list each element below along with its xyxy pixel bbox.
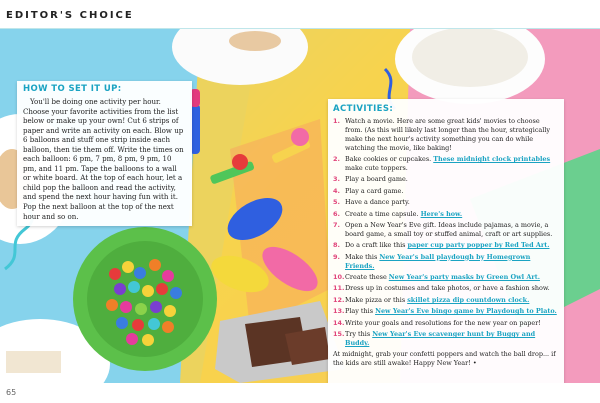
how-to-panel — [17, 81, 192, 226]
page-footer — [0, 383, 600, 403]
activities-list — [333, 117, 559, 348]
activity-number: 13. — [333, 307, 345, 316]
activity-text: Dress up in costumes and take photos, or have a fashion show. — [345, 284, 550, 293]
activity-link[interactable]: skillet pizza dip countdown clock. — [407, 295, 530, 304]
section-title: EDITOR'S CHOICE — [6, 10, 134, 21]
activity-text: Create these — [345, 273, 389, 281]
activity-item — [333, 253, 559, 271]
activity-item — [333, 273, 559, 282]
activity-item — [333, 210, 559, 219]
activity-link[interactable]: paper cup party popper by Red Ted Art. — [407, 241, 550, 250]
page-number: 65 — [6, 388, 17, 397]
activity-item — [333, 319, 559, 328]
activity-text: Have a dance party. — [345, 198, 410, 207]
activities-panel — [328, 99, 564, 383]
how-to-body: You'll be doing one activity per hour. Choose your favorite activities from the list below or make up your own! Cut 6 strips of paper and write an activity on each. Blow up 6 balloons and stuff one strip inside each balloon, then tie them off. Write the times on each balloon: 6 pm, 7 pm, 8 pm, 9 pm, 10 pm, and 11 pm. Tape the balloons to a wall or white board. At the top of each hour, let a child pop the balloon and read the activity, and spend the next hour having fun with it. Pop the next balloon at the top of the next hour and so on. — [23, 97, 184, 221]
activity-number: 9. — [333, 252, 340, 261]
activity-text: Write your goals and resolutions for the new year on paper! — [345, 318, 541, 327]
activity-number: 8. — [333, 241, 340, 250]
activities-closing: At midnight, grab your confetti poppers and watch the ball drop... if the kids are still awake! Happy New Year! • — [333, 350, 556, 368]
activity-text: Play a board game. — [345, 175, 408, 184]
activities-title: ACTIVITIES: — [333, 104, 394, 114]
activity-number: 4. — [333, 186, 340, 195]
how-to-title: HOW TO SET IT UP: — [23, 84, 122, 94]
activity-item — [333, 307, 559, 316]
activity-text: Make this — [345, 252, 380, 261]
activity-text: Bake cookies or cupcakes. — [345, 154, 434, 163]
activity-link[interactable]: New Year's party masks by Green Owl Art. — [388, 273, 540, 281]
activity-item — [333, 296, 559, 305]
activity-number: 11. — [333, 284, 345, 293]
activity-text: Try this — [345, 330, 373, 339]
party-photo — [0, 29, 600, 383]
activity-text: Make pizza or this — [345, 295, 408, 304]
activity-number: 1. — [333, 117, 340, 125]
activity-item — [333, 330, 559, 348]
activity-text: Watch a movie. Here are some great kids' movies to choose from. (As this will likely last longer than the hour, strategically make the next hour's activity something you can do while watching the movie, like baking! — [345, 117, 551, 152]
activity-text: Open a New Year's Eve gift. Ideas include pajamas, a movie, a board game, a small toy or stuffed animal, craft or art supplies. — [345, 221, 553, 238]
activity-item — [333, 221, 559, 239]
activity-text: Play this — [345, 307, 376, 316]
page-header — [0, 0, 600, 29]
activity-item — [333, 187, 559, 196]
activity-link[interactable]: New Year's Eve scavenger hunt by Buggy and Buddy. — [345, 330, 536, 348]
activity-text: Create a time capsule. — [345, 209, 421, 218]
activity-item — [333, 155, 559, 173]
activity-link[interactable]: These midnight clock printables — [433, 154, 551, 163]
activity-text: Do a craft like this — [345, 241, 408, 250]
activity-item — [333, 241, 559, 250]
activity-number: 10. — [333, 273, 345, 281]
activity-item — [333, 198, 559, 207]
activity-number: 2. — [333, 154, 340, 163]
activity-number: 15. — [333, 330, 345, 339]
activity-link[interactable]: Here's how. — [420, 209, 463, 218]
activity-item — [333, 117, 559, 152]
activity-link[interactable]: New Year's Eve bingo game by Playdough to Plato. — [375, 307, 557, 316]
activity-text-after: make cute toppers. — [345, 163, 408, 172]
activity-number: 6. — [333, 209, 340, 218]
activity-item — [333, 284, 559, 293]
activity-link[interactable]: New Year's ball playdough by Homegrown Friends. — [345, 252, 531, 270]
activity-item — [333, 175, 559, 184]
activity-number: 5. — [333, 198, 340, 207]
activity-number: 7. — [333, 221, 340, 229]
activity-number: 14. — [333, 318, 345, 327]
activity-number: 3. — [333, 175, 340, 184]
activity-number: 12. — [333, 295, 345, 304]
activity-text: Play a card game. — [345, 186, 404, 195]
